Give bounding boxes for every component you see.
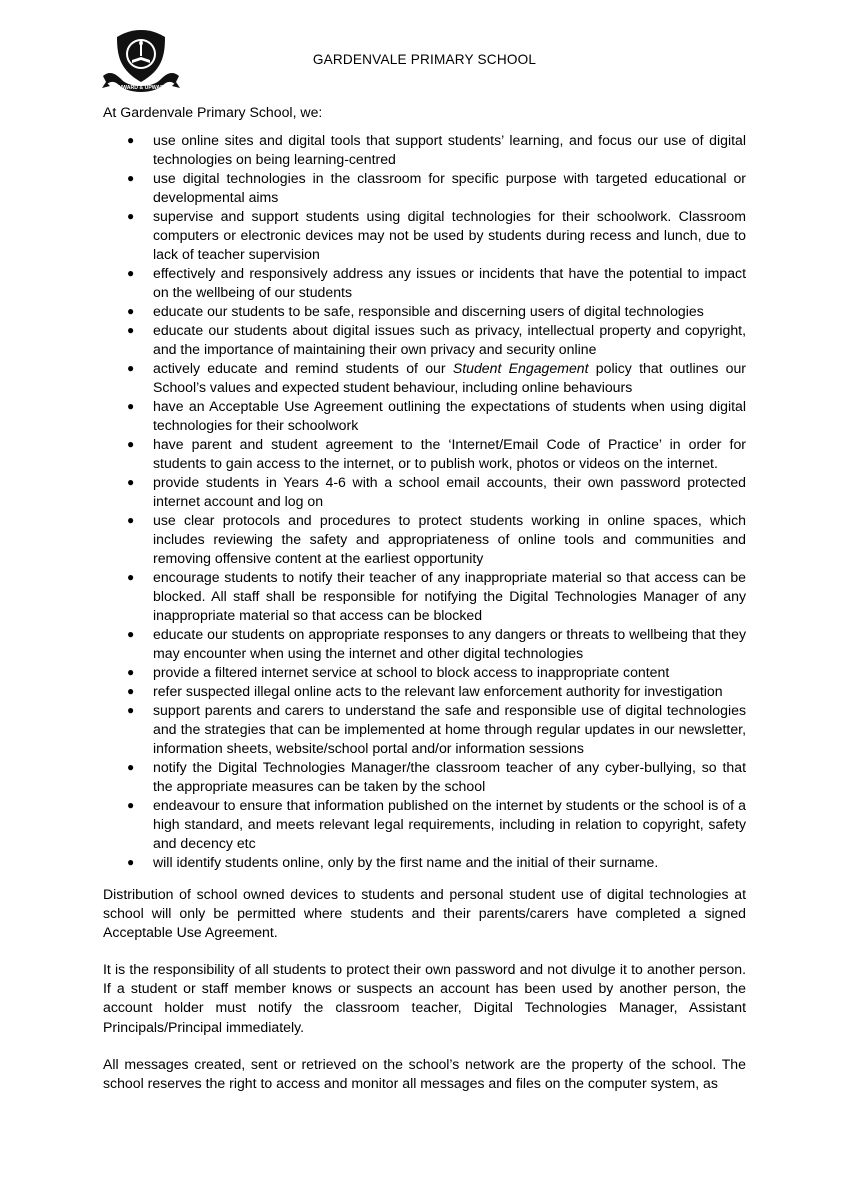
list-item [103, 701, 746, 758]
bullet-icon: ● [127, 665, 135, 679]
bullet-icon: ● [127, 437, 135, 451]
list-item-text: educate our students to be safe, responsible and discerning users of digital technologies [153, 303, 704, 319]
list-item [103, 359, 746, 397]
list-item-text: will identify students online, only by the first name and the initial of their surname. [153, 854, 659, 870]
bullet-icon: ● [127, 627, 135, 641]
list-item-text [153, 360, 746, 395]
list-item [103, 511, 746, 568]
list-item [103, 796, 746, 853]
bullet-icon: ● [127, 513, 135, 527]
school-name-header: GARDENVALE PRIMARY SCHOOL [312, 52, 537, 67]
bullet-icon: ● [127, 361, 135, 375]
list-item-text: provide students in Years 4-6 with a school email accounts, their own password protected internet account and log on [153, 474, 746, 509]
list-item [103, 435, 746, 473]
list-item-text: educate our students about digital issues such as privacy, intellectual property and copyright, and the importance of maintaining their own privacy and security online [153, 322, 746, 357]
paragraph-device-distribution: Distribution of school owned devices to students and personal student use of digital technologies at school will only be permitted where students and their parents/carers have completed a signed Acceptable Use Agreement. [103, 886, 746, 941]
list-item [103, 625, 746, 663]
list-item-text: effectively and responsively address any issues or incidents that have the potential to impact on the wellbeing of our students [153, 265, 746, 300]
bullet-icon: ● [127, 304, 135, 318]
list-item [103, 682, 746, 701]
list-item-text: encourage students to notify their teacher of any inappropriate material so that access can be blocked. All staff shall be responsible for notifying the Digital Technologies Manager of any inappropriate material so that access can be blocked [153, 569, 746, 623]
bullet-icon: ● [127, 209, 135, 223]
list-item-text: use online sites and digital tools that support students’ learning, and focus our use of digital technologies on being learning-centred [153, 132, 746, 167]
list-item-text: provide a filtered internet service at school to block access to inappropriate content [153, 664, 670, 680]
list-item-text: notify the Digital Technologies Manager/the classroom teacher of any cyber-bullying, so that the appropriate measures can be taken by the school [153, 759, 746, 794]
list-item-text: endeavour to ensure that information published on the internet by students or the school is of a high standard, and meets relevant legal requirements, including in relation to copyright, safety and decency etc [153, 797, 746, 851]
bullet-icon: ● [127, 323, 135, 337]
list-item [103, 131, 746, 169]
bullet-icon: ● [127, 798, 135, 812]
list-item-text: have an Acceptable Use Agreement outlining the expectations of students when using digital technologies for their schoolwork [153, 398, 746, 433]
list-item [103, 473, 746, 511]
list-item [103, 207, 746, 264]
list-item [103, 169, 746, 207]
bullet-icon: ● [127, 475, 135, 489]
bullet-icon: ● [127, 171, 135, 185]
list-item [103, 397, 746, 435]
list-item-text: supervise and support students using digital technologies for their schoolwork. Classroom computers or electronic devices may not be used by students during recess and lunch, due to lack of teacher supervision [153, 208, 746, 262]
svg-text:ONWARD & UPWARD: ONWARD & UPWARD [114, 85, 168, 91]
list-item [103, 758, 746, 796]
bullet-icon: ● [127, 855, 135, 869]
bullet-icon: ● [127, 266, 135, 280]
list-item [103, 264, 746, 302]
list-item-text-part: policy that outlines our School’s values and expected student behaviour, including online behaviours [153, 360, 746, 395]
commitments-list [103, 131, 746, 872]
paragraph-message-ownership: All messages created, sent or retrieved on the school’s network are the property of the school. The school reserves the right to access and monitor all messages and files on the computer system, as [103, 1056, 746, 1092]
list-item-text: use digital technologies in the classroom for specific purpose with targeted educational or developmental aims [153, 170, 746, 205]
bullet-icon: ● [127, 399, 135, 413]
list-item-text: have parent and student agreement to the ‘Internet/Email Code of Practice’ in order for students to gain access to the internet, or to publish work, photos or videos on the internet. [153, 436, 746, 471]
list-item-text-part: actively educate and remind students of our [153, 360, 453, 376]
list-item [103, 853, 746, 872]
list-item [103, 302, 746, 321]
bullet-icon: ● [127, 684, 135, 698]
paragraph-password-responsibility: It is the responsibility of all students to protect their own password and not divulge it to another person. If a student or staff member knows or suspects an account has been used by another person, the account holder must notify the classroom teacher, Digital Technologies Manager, Assistant Principals/Principal immediately. [103, 961, 746, 1035]
bullet-icon: ● [127, 760, 135, 774]
list-item [103, 663, 746, 682]
intro-text: At Gardenvale Primary School, we: [103, 104, 323, 120]
bullet-icon: ● [127, 570, 135, 584]
policy-name-emphasis: Student Engagement [452, 360, 589, 376]
list-item-text: refer suspected illegal online acts to the relevant law enforcement authority for investigation [153, 683, 723, 699]
list-item-text: use clear protocols and procedures to protect students working in online spaces, which includes reviewing the safety and appropriateness of online tools and communities and removing offensive content at the earliest opportunity [153, 512, 746, 566]
list-item [103, 568, 746, 625]
bullet-icon: ● [127, 703, 135, 717]
list-item [103, 321, 746, 359]
list-item-text: support parents and carers to understand the safe and responsible use of digital technologies and the strategies that can be implemented at home through regular updates in our newsletter, information sheets, website/school portal and/or information sessions [153, 702, 746, 756]
bullet-icon: ● [127, 133, 135, 147]
list-item-text: educate our students on appropriate responses to any dangers or threats to wellbeing that they may encounter when using the internet and other digital technologies [153, 626, 746, 661]
